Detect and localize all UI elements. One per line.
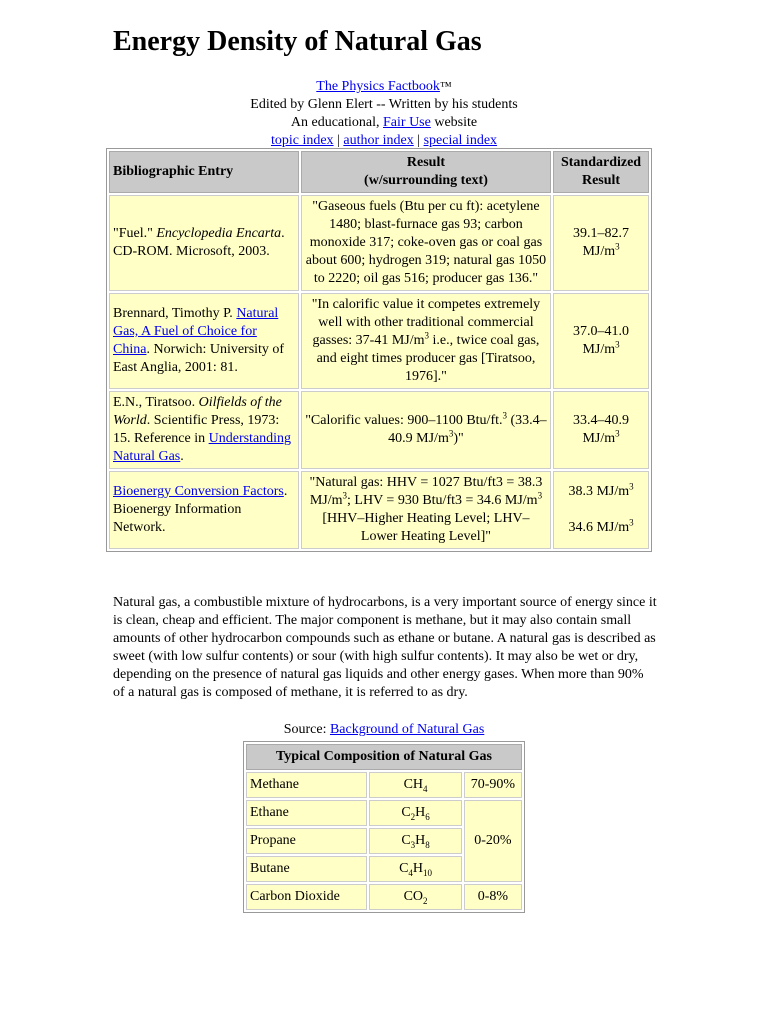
source-line [0, 721, 768, 739]
special-index-link[interactable]: special index [423, 133, 498, 148]
table-row [246, 800, 522, 826]
standardized-result-cell: 37.0–41.0 $MJ/m^3$ [553, 293, 649, 389]
author-index-link[interactable]: author index [343, 133, 414, 148]
standardized-result-cell: 38.3 $MJ/m^3$ 34.6 $MJ/m^3$ [553, 471, 649, 549]
gas-name: Propane [246, 828, 367, 854]
table-row [246, 884, 522, 910]
gas-name: Methane [246, 772, 367, 798]
bioenergy-conversion-factors-link[interactable]: Bioenergy Conversion Factors [113, 484, 284, 499]
composition-table [243, 741, 525, 913]
gas-percentage: 70-90% [464, 772, 522, 798]
result-cell: "Natural gas: HHV = 1027 Btu/ft3 = 38.3 $MJ/m^3$; LHV = 930 Btu/ft3 = 34.6 $MJ/m^3$ [HHV–Higher Heating Level; LHV–Lower Heating Level]" [301, 471, 551, 549]
bib-entry-cell: Bioenergy Conversion Factors. Bioenergy Information Network. [109, 471, 299, 549]
natural-gas-china-link[interactable]: Natural Gas, A Fuel of Choice for China [113, 306, 279, 357]
index-separator: | [337, 133, 340, 148]
understanding-natural-gas-link[interactable]: Understanding Natural Gas [113, 431, 292, 464]
result-cell: "Calorific values: 900–1100 Btu/ft.$^3$ (33.4–40.9 $MJ/m^3$)" [301, 391, 551, 469]
bib-header-row [109, 151, 649, 193]
gas-formula: $C_2H_6$ [369, 800, 461, 826]
trademark-mark: ™ [439, 79, 452, 93]
table-row [109, 391, 649, 469]
source-title: Encyclopedia Encarta [156, 226, 282, 241]
gas-name: Butane [246, 856, 367, 882]
masthead-line-edu [0, 114, 768, 132]
composition-header-row [246, 744, 522, 770]
header-standardized-result: Standardized Result [553, 151, 649, 193]
gas-formula: $C_3H_8$ [369, 828, 461, 854]
edu-prefix: An educational, [290, 115, 380, 130]
header-bibliographic-entry: Bibliographic Entry [109, 151, 299, 193]
masthead-edited-by: Edited by Glenn Elert -- Written by his students [250, 97, 518, 112]
table-row [109, 195, 649, 291]
gas-formula: $CO_2$ [369, 884, 461, 910]
table-row [109, 293, 649, 389]
source-title: Oilfields of the World [113, 395, 282, 428]
physics-factbook-link[interactable]: The Physics Factbook [316, 79, 440, 94]
gas-percentage: 0-20% [464, 800, 522, 882]
edu-suffix: website [434, 115, 478, 130]
source-label: Source: [283, 722, 327, 737]
gas-formula: $C_4H_{10}$ [369, 856, 461, 882]
bib-entry-cell: E.N., Tiratsoo. Oilfields of the World. Scientific Press, 1973: 15. Reference in Understanding Natural Gas. [109, 391, 299, 469]
background-natural-gas-link[interactable]: Background of Natural Gas [329, 722, 485, 737]
header-result: Result (w/surrounding text) [301, 151, 551, 193]
gas-name: Ethane [246, 800, 367, 826]
table-row [246, 772, 522, 798]
gas-percentage: 0-8% [464, 884, 522, 910]
result-cell: "Gaseous fuels (Btu per cu ft): acetylene 1480; blast-furnace gas 93; carbon monoxide 317; coke-oven gas or coal gas about 600; hydrogen 319; natural gas 1050 to 2220; oil gas 516; producer gas 136." [301, 195, 551, 291]
page-title: Energy Density of Natural Gas [113, 26, 482, 57]
gas-formula: $CH_4$ [369, 772, 461, 798]
composition-title: Typical Composition of Natural Gas [246, 744, 522, 770]
standardized-result-cell: 33.4–40.9 $MJ/m^3$ [553, 391, 649, 469]
index-separator: | [417, 133, 421, 148]
standardized-result-cell: 39.1–82.7 $MJ/m^3$ [553, 195, 649, 291]
natural-gas-paragraph: Natural gas, a combustible mixture of hydrocarbons, is a very important source of energy since it is clean, cheap and efficient. The major component is methane, but it may also contain small amounts of other hydrocarbon compounds such as ethane or butane. A natural gas is described as sweet (with low sulfur contents) or sour (with high sulfur contents). It may also be wet or dry, depending on the presence of natural gas liquids and other energy gases. When more than 90% of a natural gas is composed of methane, it is referred to as dry. [113, 595, 657, 700]
result-cell: "In calorific value it competes extremely well with other traditional commercial gasses: 37-41 $MJ/m^3$ i.e., twice coal gas, and eight times producer gas [Tiratsoo, 1976]." [301, 293, 551, 389]
bib-entry-cell: "Fuel." Encyclopedia Encarta. CD-ROM. Microsoft, 2003. [109, 195, 299, 291]
fair-use-link[interactable]: Fair Use [383, 115, 431, 130]
masthead [0, 77, 768, 150]
table-row [109, 471, 649, 549]
gas-name: Carbon Dioxide [246, 884, 367, 910]
masthead-line-site [0, 77, 768, 96]
bibliography-table [106, 148, 652, 552]
topic-index-link[interactable]: topic index [270, 133, 334, 148]
bib-entry-cell: Brennard, Timothy P. Natural Gas, A Fuel of Choice for China. Norwich: University of East Anglia, 2001: 81. [109, 293, 299, 389]
